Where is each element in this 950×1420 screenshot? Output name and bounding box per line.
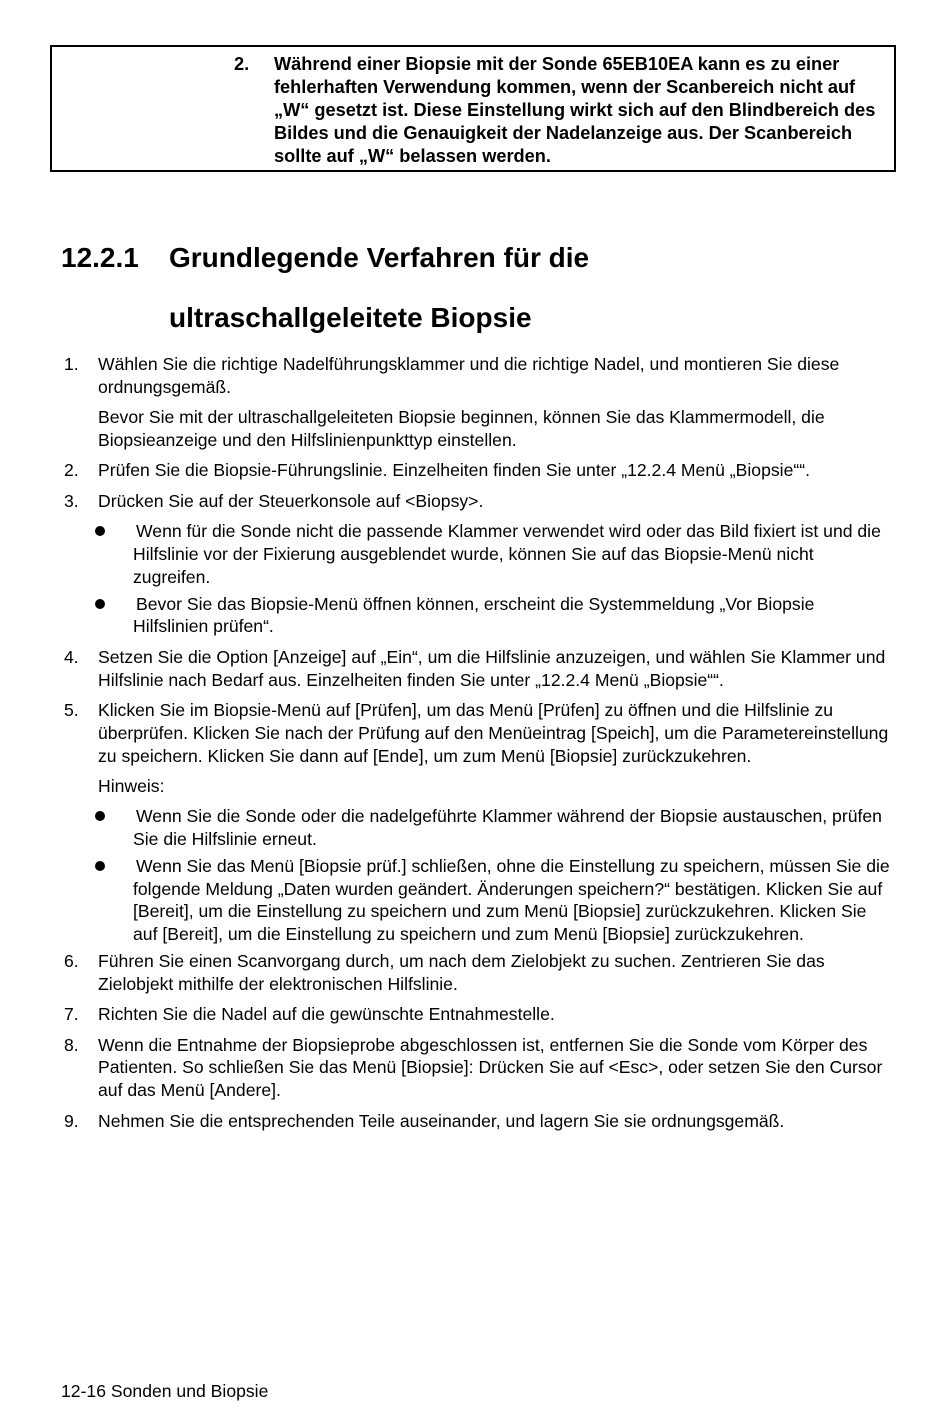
bullet-item: [63, 593, 893, 639]
bullet-dot-icon: [95, 526, 105, 536]
note-number: 2.: [234, 54, 250, 74]
step-text: Wenn die Entnahme der Biopsieprobe abgeschlossen ist, entfernen Sie die Sonde vom Körper des Patienten. So schließen Sie das Menü [Biopsie]: Drücken Sie auf <Esc>, oder setzen Sie den Cursor auf das Menü [Andere].: [98, 1034, 883, 1101]
bullet-text: Wenn Sie das Menü [Biopsie prüf.] schließen, ohne die Einstellung zu speichern, müssen Sie die folgende Meldung „Daten wurden geändert. Änderungen speichern?“ bestätigen. Klicken Sie auf [Bereit], um die Einstellung zu speichern und zum Menü [Biopsie] zurückzukehren. Klicken Sie auf [Bereit], um die Einstellung zu speichern und zum Menü [Biopsie] zurückzukehren.: [133, 855, 890, 945]
bullet-item: [63, 520, 893, 588]
step-text: Prüfen Sie die Biopsie-Führungslinie. Einzelheiten finden Sie unter „12.2.4 Menü „Biopsie““.: [98, 460, 810, 481]
bullet-item: [63, 855, 893, 946]
step-text: Führen Sie einen Scanvorgang durch, um nach dem Zielobjekt zu suchen. Zentrieren Sie das Zielobjekt mithilfe der elektronischen Hilfslinie.: [98, 951, 825, 994]
bullet-text: Bevor Sie das Biopsie-Menü öffnen können, erscheint die Systemmeldung „Vor Biopsie Hilfslinien prüfen“.: [133, 593, 815, 637]
step-text: Setzen Sie die Option [Anzeige] auf „Ein“, um die Hilfslinie anzuzeigen, und wählen Sie Klammer und Hilfslinie nach Bedarf aus. Einzelheiten finden Sie unter „12.2.4 Menü „Biopsie““.: [98, 646, 886, 690]
step-3: [63, 490, 893, 513]
bullet-item: [63, 805, 893, 851]
step-8: [63, 1034, 893, 1102]
step-text: Drücken Sie auf der Steuerkonsole auf <Biopsy>.: [98, 490, 484, 511]
bullet-dot-icon: [95, 811, 105, 821]
step-number: 4.: [64, 646, 79, 667]
step-6: [63, 950, 893, 996]
step-2: [63, 459, 893, 482]
bullet-text: Wenn für die Sonde nicht die passende Klammer verwendet wird oder das Bild fixiert ist und die Hilfslinie vor der Fixierung ausgeblendet wurde, können Sie auf das Biopsie-Menü nicht zugreifen.: [133, 521, 881, 587]
bullet-dot-icon: [95, 599, 105, 609]
step-number: 5.: [64, 699, 79, 720]
note-text: Während einer Biopsie mit der Sonde 65EB10EA kann es zu einer fehlerhaften Verwendung kommen, wenn der Scanbereich nicht auf „W“ gesetzt ist. Diese Einstellung wirkt sich auf den Blindbereich des Bildes und die Genauigkeit der Nadelanzeige aus. Der Scanbereich sollte auf „W“ belassen werden.: [274, 54, 876, 166]
step-7: [63, 1003, 893, 1026]
step-number: 9.: [64, 1110, 79, 1131]
bullet-text: Wenn Sie die Sonde oder die nadelgeführte Klammer während der Biopsie austauschen, prüfen Sie die Hilfslinie erneut.: [133, 806, 882, 850]
step-number: 8.: [64, 1034, 79, 1055]
step-number: 7.: [64, 1004, 79, 1025]
step-5: [63, 699, 893, 767]
step-number: 2.: [64, 460, 79, 481]
step-1-note: Bevor Sie mit der ultraschallgeleiteten Biopsie beginnen, können Sie das Klammermodell, die Biopsieanzeige und den Hilfslinienpunkttyp einstellen.: [98, 407, 825, 450]
page-footer: 12-16 Sonden und Biopsie: [61, 1381, 269, 1401]
step-text: Wählen Sie die richtige Nadelführungsklammer und die richtige Nadel, und montieren Sie diese ordnungsgemäß.: [98, 354, 840, 397]
step-text: Klicken Sie im Biopsie-Menü auf [Prüfen], um das Menü [Prüfen] zu öffnen und die Hilfslinie zu überprüfen. Klicken Sie nach der Prüfung auf den Menüeintrag [Speich], um die Parametereinstellung zu speichern. Klicken Sie dann auf [Ende], um zum Menü [Biopsie] zurückzukehren.: [98, 699, 889, 766]
step-4: [63, 646, 893, 692]
step-number: 1.: [64, 354, 79, 374]
hint-label: Hinweis:: [98, 775, 165, 796]
section-number: 12.2.1: [61, 242, 139, 273]
step-number: 3.: [64, 490, 79, 511]
step-text: Richten Sie die Nadel auf die gewünschte Entnahmestelle.: [98, 1004, 555, 1025]
bullet-dot-icon: [95, 861, 105, 871]
procedure-content: [63, 353, 893, 1140]
note-box: [50, 45, 896, 172]
step-9: [63, 1110, 893, 1133]
step-number: 6.: [64, 951, 79, 972]
section-title: Grundlegende Verfahren für die ultraschallgeleitete Biopsie: [169, 242, 590, 333]
step-1: [63, 353, 893, 399]
step-text: Nehmen Sie die entsprechenden Teile auseinander, und lagern Sie sie ordnungsgemäß.: [98, 1110, 785, 1131]
